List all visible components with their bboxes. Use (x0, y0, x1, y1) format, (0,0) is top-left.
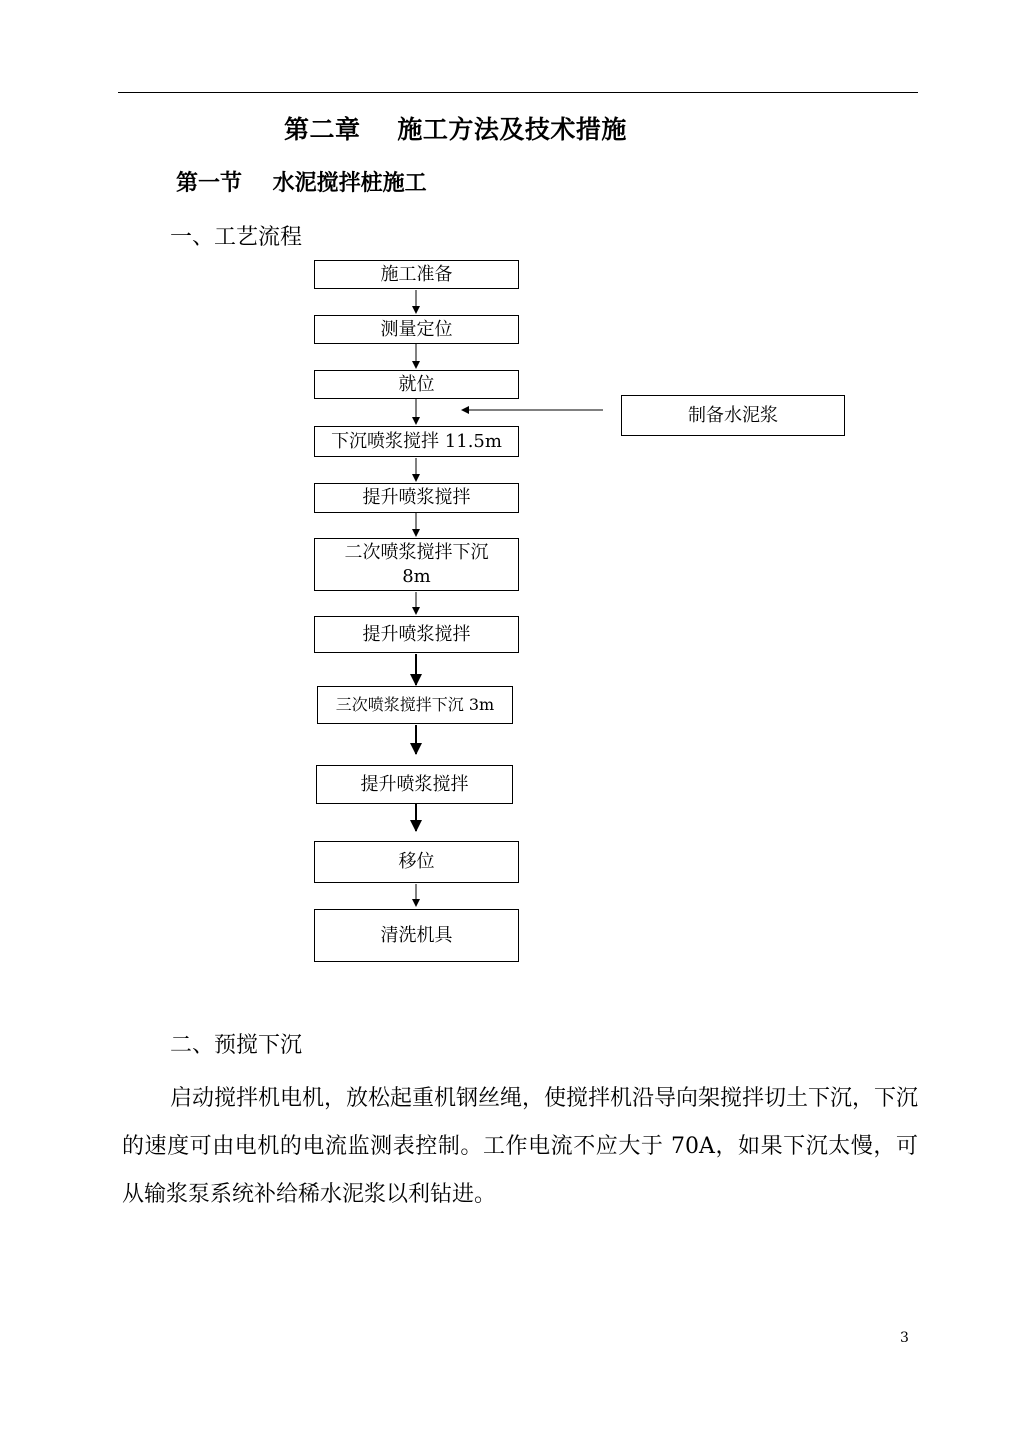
flow-step-prepare: 施工准备 (314, 260, 519, 289)
flow-step-lift-spray-mix: 提升喷浆搅拌 (314, 483, 519, 513)
flow-step-lift-spray-mix-2: 提升喷浆搅拌 (314, 616, 519, 653)
page-number: 3 (900, 1330, 909, 1346)
flow-step-clean-tools: 清洗机具 (314, 909, 519, 962)
section-title: 第一节 水泥搅拌桩施工 (176, 170, 427, 196)
chapter-title: 第二章 施工方法及技术措施 (284, 115, 627, 144)
flow-step-sink-spray-mix: 下沉喷浆搅拌 11.5m (314, 426, 519, 457)
pre-mix-heading: 二、预搅下沉 (170, 1033, 303, 1058)
side-step-prepare-slurry: 制备水泥浆 (621, 395, 845, 436)
flow-step-survey-position: 测量定位 (314, 315, 519, 344)
flow-step-in-place: 就位 (314, 370, 519, 399)
flow-step-lift-spray-mix-3: 提升喷浆搅拌 (316, 765, 513, 804)
flow-step-third-sink: 三次喷浆搅拌下沉 3m (317, 686, 513, 724)
flow-step-move: 移位 (314, 841, 519, 883)
flow-step-second-sink: 二次喷浆搅拌下沉 8m (314, 538, 519, 591)
body-paragraph: 启动搅拌机电机，放松起重机钢丝绳，使搅拌机沿导向架搅拌切土下沉，下沉的速度可由电机的电流监测表控制。工作电流不应大于 70A，如果下沉太慢，可从输浆泵系统补给稀水泥浆以利钻进。 (122, 1086, 919, 1207)
process-heading: 一、工艺流程 (170, 225, 303, 250)
